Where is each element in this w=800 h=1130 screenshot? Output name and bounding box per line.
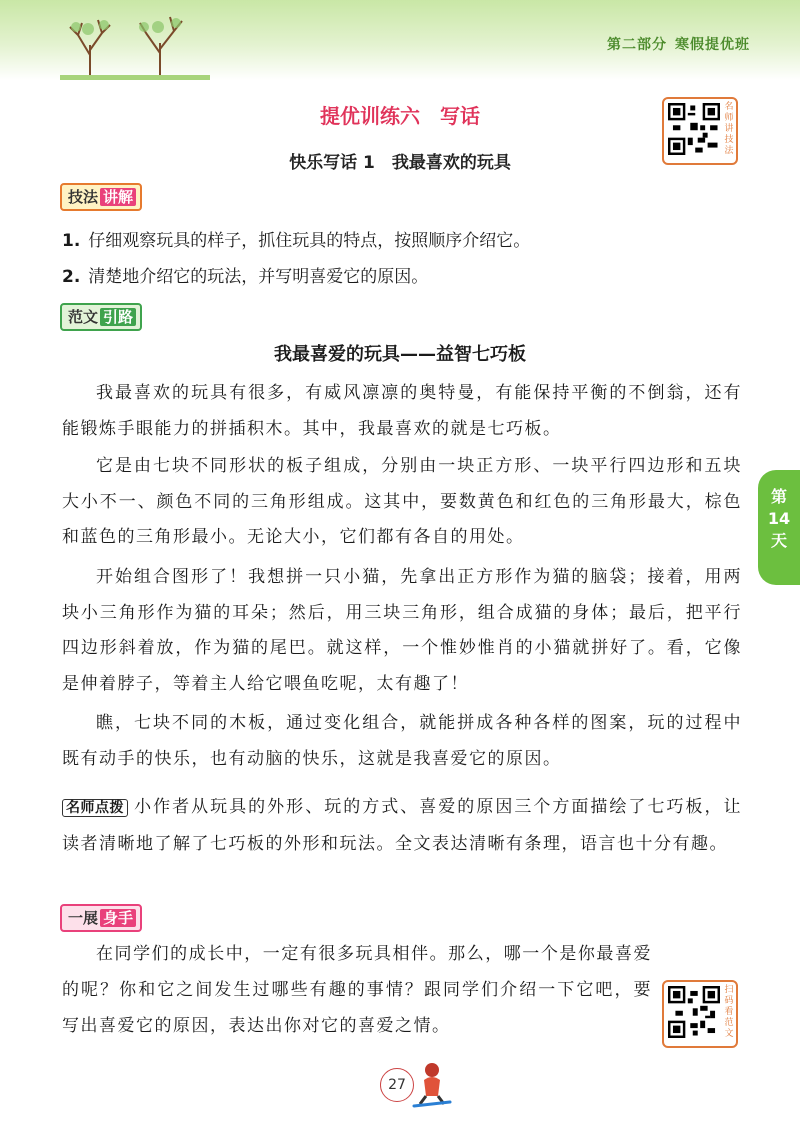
tag-text: 技法 (68, 188, 99, 206)
header-section-title (599, 34, 750, 54)
tag-skills-explained (60, 183, 142, 211)
tip-number: 1. (62, 231, 81, 251)
teacher-comment (62, 790, 742, 862)
qr-side-label: 扫码看范文 (724, 985, 734, 1039)
page-number: 27 (380, 1068, 414, 1102)
tip-text: 仔细观察玩具的样子，抓住玩具的特点，按照顺序介绍它。 (88, 231, 531, 251)
qr-side-label: 名师讲技法 (724, 102, 734, 156)
writing-task: 在同学们的成长中，一定有很多玩具相伴。那么，哪一个是你最喜爱的呢？你和它之间发生过哪些有趣的事情？跟同学们介绍一下它吧，要写出喜爱它的原因，表达出你对它的喜爱之情。 (62, 944, 652, 1036)
tip-number: 2. (62, 267, 81, 287)
tag-model-essay (60, 303, 142, 331)
day-tab-number: 14 (767, 509, 791, 528)
day-tab-line: 天 (770, 531, 787, 550)
page-subtitle: 快乐写话 1 我最喜欢的玩具 (289, 153, 511, 173)
comment-text: 小作者从玩具的外形、玩的方式、喜爱的原因三个方面描绘了七巧板，让读者清晰地了解了七巧板的外形和玩法。全文表达清晰有条理，语言也十分有趣。 (62, 797, 743, 854)
tag-text: 范文 (68, 308, 99, 326)
skier-mascot-icon (410, 1060, 456, 1110)
tip-item (62, 260, 428, 294)
tip-item (62, 224, 530, 258)
essay-title: 我最喜爱的玩具——益智七巧板 (274, 344, 526, 365)
essay-paragraph: 它是由七块不同形状的板子组成，分别由一块正方形、一块平行四边形和五块大小不一、颜色不同的三角形组成。这其中，要数黄色和红色的三角形最大，棕色和蓝色的三角形最小。无论大小，它们都有各自的用处。 (62, 456, 742, 547)
day-tab-line: 第 (770, 487, 787, 506)
tag-highlight: 引路 (100, 308, 136, 326)
tag-text: 一展 (68, 909, 99, 927)
qr-code-icon (668, 986, 720, 1038)
essay-paragraph: 瞧，七块不同的木板，通过变化组合，就能拼成各种各样的图案，玩的过程中既有动手的快乐，也有动脑的快乐，这就是我喜爱它的原因。 (62, 713, 742, 769)
comment-label: 名师点拨 (62, 799, 128, 817)
tag-highlight: 身手 (100, 909, 136, 927)
qr-code-model-essay[interactable] (662, 980, 738, 1048)
tag-practice (60, 904, 142, 932)
tag-highlight: 讲解 (100, 188, 136, 206)
essay-paragraph: 开始组合图形了！我想拼一只小猫，先拿出正方形作为猫的脑袋；接着，用两块小三角形作为猫的耳朵；然后，用三块三角形，组合成猫的身体；最后，把平行四边形斜着放，作为猫的尾巴。就这样，一个惟妙惟肖的小猫就拼好了。看，它像是伸着脖子，等着主人给它喂鱼吃呢，太有趣了！ (62, 567, 742, 694)
essay-paragraph: 我最喜欢的玩具有很多，有威风凛凛的奥特曼，有能保持平衡的不倒翁，还有能锻炼手眼能力的拼插积木。其中，我最喜欢的就是七巧板。 (62, 383, 742, 439)
tip-text: 清楚地介绍它的玩法，并写明喜爱它的原因。 (88, 267, 429, 287)
header-section-name: 寒假提优班 (675, 37, 750, 53)
header-part: 第二部分 (607, 37, 667, 53)
page-title: 提优训练六 写话 (320, 104, 480, 128)
day-tab (758, 470, 800, 585)
trees-illustration (60, 5, 210, 80)
